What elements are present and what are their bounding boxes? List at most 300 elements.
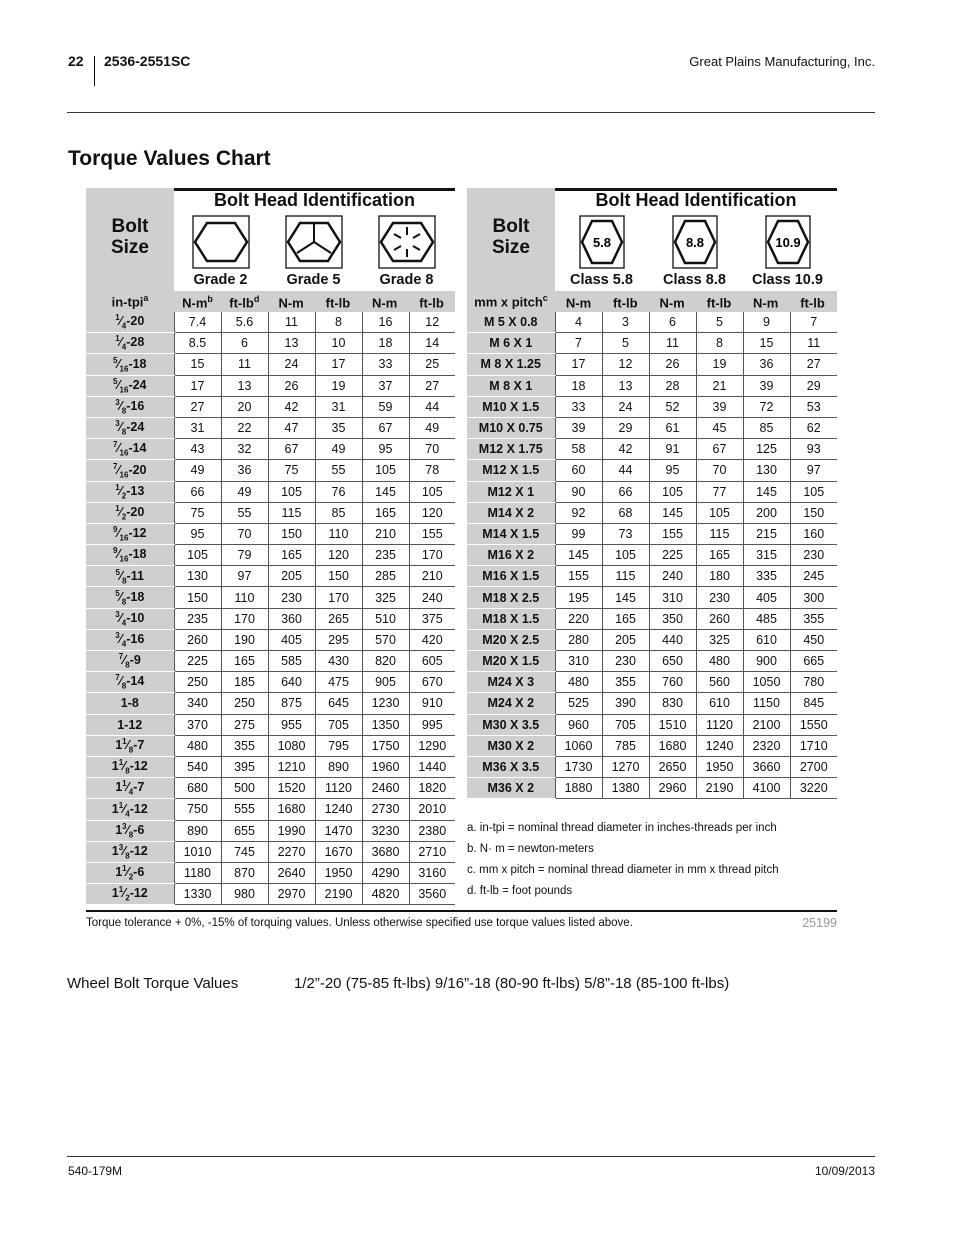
torque-value: 99 [555, 523, 602, 544]
torque-value: 92 [555, 502, 602, 523]
torque-value: 165 [602, 608, 649, 629]
torque-value: 155 [649, 523, 696, 544]
torque-value: 36 [221, 460, 268, 481]
torque-value: 785 [602, 735, 649, 756]
fraction-slash: ⁄ [117, 462, 120, 477]
torque-value: 300 [790, 587, 837, 608]
torque-value: 105 [268, 481, 315, 502]
torque-value: 275 [221, 714, 268, 735]
bolt-size-cell: M12 X 1.75 [467, 439, 555, 460]
torque-value: 2190 [696, 778, 743, 799]
torque-value: 18 [362, 333, 409, 354]
torque-value: 890 [174, 820, 221, 841]
column-header-text: ft-lb [706, 295, 732, 311]
torque-value: 1010 [174, 841, 221, 862]
size-numerator: 3 [115, 419, 120, 429]
torque-value: 1750 [362, 735, 409, 756]
table-row [86, 481, 455, 502]
table-row [86, 714, 455, 735]
table-row [86, 608, 455, 629]
fraction-slash: ⁄ [119, 505, 122, 520]
torque-value: 33 [555, 396, 602, 417]
torque-value: 340 [174, 693, 221, 714]
bolt-size-cell [86, 333, 174, 354]
torque-value: 2960 [649, 778, 696, 799]
torque-value: 155 [409, 523, 455, 544]
torque-value: 325 [696, 629, 743, 650]
torque-value: 70 [696, 460, 743, 481]
torque-value: 250 [221, 693, 268, 714]
fraction-slash: ⁄ [119, 632, 122, 647]
size-threads: -28 [126, 335, 145, 350]
torque-value: 1350 [362, 714, 409, 735]
torque-value: 42 [602, 439, 649, 460]
torque-value: 39 [696, 396, 743, 417]
torque-value: 76 [315, 481, 362, 502]
fraction-slash: ⁄ [119, 589, 122, 604]
fraction-slash: ⁄ [123, 886, 126, 901]
fraction-slash: ⁄ [117, 441, 120, 456]
torque-value: 335 [743, 566, 790, 587]
torque-value: 93 [790, 439, 837, 460]
size-threads: -12 [129, 886, 148, 901]
size-denominator: 8 [125, 766, 130, 776]
size-numerator: 1 [115, 313, 120, 323]
torque-value: 350 [649, 608, 696, 629]
torque-value: 145 [743, 481, 790, 502]
torque-value: 640 [268, 672, 315, 693]
torque-value: 395 [221, 756, 268, 777]
torque-value: 375 [409, 608, 455, 629]
torque-value: 70 [409, 439, 455, 460]
class-5-8 [555, 215, 648, 288]
bolt-size-cell [86, 566, 174, 587]
column-header [602, 294, 649, 310]
bolt-size-cell [86, 862, 174, 883]
column-header [695, 294, 742, 310]
torque-value: 19 [696, 354, 743, 375]
fraction-slash: ⁄ [119, 335, 122, 350]
torque-value: 4820 [362, 884, 409, 905]
size-threads: -20 [126, 505, 145, 520]
bolt-size-cell [86, 778, 174, 799]
torque-value: 560 [696, 672, 743, 693]
torque-value: 240 [409, 587, 455, 608]
bolt-size-cell: M14 X 1.5 [467, 523, 555, 544]
torque-value: 115 [268, 502, 315, 523]
torque-value: 68 [602, 502, 649, 523]
grade-2 [174, 215, 267, 288]
table-row [467, 481, 837, 502]
size-threads: -16 [126, 399, 145, 414]
torque-value: 27 [790, 354, 837, 375]
bolt-size-cell [86, 672, 174, 693]
bolt-size-cell [86, 629, 174, 650]
torque-value: 795 [315, 735, 362, 756]
torque-value: 2380 [409, 820, 455, 841]
torque-value: 250 [174, 672, 221, 693]
torque-value: 430 [315, 651, 362, 672]
bolt-size-cell [86, 651, 174, 672]
torque-value: 1120 [315, 778, 362, 799]
bolt-size-cell: M 8 X 1.25 [467, 354, 555, 375]
size-threads: -12 [129, 759, 148, 774]
torque-value: 7.4 [174, 312, 221, 333]
torque-value: 115 [696, 523, 743, 544]
metric-table-header [467, 188, 837, 312]
size-denominator: 4 [121, 321, 127, 331]
torque-value: 32 [221, 439, 268, 460]
torque-value: 3680 [362, 841, 409, 862]
size-threads: -7 [133, 738, 145, 753]
torque-value: 62 [790, 417, 837, 438]
torque-value: 39 [743, 375, 790, 396]
size-numerator: 7 [112, 461, 118, 471]
torque-value: 165 [221, 651, 268, 672]
fraction-slash: ⁄ [120, 568, 123, 583]
torque-value: 12 [409, 312, 455, 333]
size-numerator: 3 [122, 821, 127, 831]
column-header [361, 294, 408, 310]
size-numerator: 3 [115, 631, 120, 641]
bolt-size-cell: M 5 X 0.8 [467, 312, 555, 333]
torque-value: 1880 [555, 778, 602, 799]
unit-label: in-tpi$^a$ [111, 292, 149, 309]
torque-value: 1520 [268, 778, 315, 799]
torque-value: 2100 [743, 714, 790, 735]
size-threads: -7 [133, 780, 145, 795]
size-denominator: 8 [121, 427, 127, 437]
torque-value: 105 [696, 502, 743, 523]
torque-value: 480 [696, 651, 743, 672]
torque-value: 120 [409, 502, 455, 523]
column-header [789, 294, 836, 310]
fraction-slash: ⁄ [123, 801, 126, 816]
size-denominator: 4 [121, 639, 127, 649]
torque-value: 95 [174, 523, 221, 544]
torque-value: 185 [221, 672, 268, 693]
table-row [467, 502, 837, 523]
torque-value: 120 [315, 545, 362, 566]
size-threads: -14 [128, 441, 147, 456]
torque-value: 555 [221, 799, 268, 820]
size-denominator: 4 [128, 788, 134, 798]
torque-value: 165 [268, 545, 315, 566]
size-whole: 1 [115, 738, 123, 753]
torque-value: 9 [743, 312, 790, 333]
table-row [86, 312, 455, 333]
size-numerator: 7 [118, 652, 124, 662]
column-header-text: N-m [278, 295, 304, 311]
bolt-size-cell [86, 396, 174, 417]
metric-subheaders [555, 291, 837, 312]
size-threads: -10 [126, 611, 145, 626]
size-threads: -11 [126, 568, 144, 583]
torque-value: 1290 [409, 735, 455, 756]
bolt-size-cell [86, 799, 174, 820]
company-name: Great Plains Manufacturing, Inc. [689, 54, 875, 69]
torque-value: 2710 [409, 841, 455, 862]
size-numerator: 3 [118, 842, 124, 852]
unit-label: mm x pitch$^c$ [474, 292, 548, 309]
torque-value: 115 [602, 566, 649, 587]
torque-value: 125 [743, 439, 790, 460]
torque-value: 12 [602, 354, 649, 375]
bolt-size-cell: M18 X 1.5 [467, 608, 555, 629]
torque-value: 49 [315, 439, 362, 460]
torque-tolerance-note: Torque tolerance + 0%, -15% of torquing values. Unless otherwise specified use torque values listed above. [86, 917, 633, 929]
torque-value: 4100 [743, 778, 790, 799]
torque-value: 2460 [362, 778, 409, 799]
torque-value: 35 [315, 417, 362, 438]
size-threads: -13 [126, 483, 145, 498]
torque-value: 78 [409, 460, 455, 481]
torque-value: 31 [315, 396, 362, 417]
size-threads: -12 [129, 801, 148, 816]
document-number: 540-179M [68, 1164, 123, 1178]
torque-value: 3 [602, 312, 649, 333]
torque-value: 475 [315, 672, 362, 693]
torque-value: 670 [409, 672, 455, 693]
size-numerator: 5 [112, 376, 118, 386]
torque-value: 43 [174, 439, 221, 460]
torque-value: 1820 [409, 778, 455, 799]
page-title: Torque Values Chart [68, 147, 271, 170]
torque-value: 10 [315, 333, 362, 354]
svg-text:8.8: 8.8 [685, 235, 704, 250]
torque-value: 24 [268, 354, 315, 375]
torque-value: 55 [315, 460, 362, 481]
column-header-text: N-m [659, 295, 685, 311]
column-header-text: N-m [753, 295, 779, 311]
fraction-slash: ⁄ [126, 865, 129, 880]
bolt-size-label: Bolt Size [491, 216, 531, 258]
size-whole: 1 [111, 844, 119, 859]
torque-value: 705 [315, 714, 362, 735]
torque-value: 680 [174, 778, 221, 799]
class-5-8-label: Class 5.8 [570, 272, 633, 288]
torque-value: 49 [174, 460, 221, 481]
torque-value: 29 [790, 375, 837, 396]
torque-value: 49 [409, 417, 455, 438]
table-row [467, 587, 837, 608]
header-divider [94, 56, 95, 86]
column-header-note: b [207, 294, 213, 304]
torque-value: 66 [602, 481, 649, 502]
table-row [467, 693, 837, 714]
size-denominator: 16 [119, 554, 129, 564]
torque-value: 85 [743, 417, 790, 438]
fraction-slash: ⁄ [119, 420, 122, 435]
torque-value: 2700 [790, 756, 837, 777]
class-10-9 [741, 215, 834, 288]
torque-value: 190 [221, 629, 268, 650]
torque-value: 1240 [696, 735, 743, 756]
torque-value: 450 [790, 629, 837, 650]
size-threads: -24 [128, 377, 147, 392]
bolt-size-cell [86, 312, 174, 333]
bolt-size-cell [86, 460, 174, 481]
torque-value: 310 [555, 651, 602, 672]
torque-value: 650 [649, 651, 696, 672]
torque-value: 1080 [268, 735, 315, 756]
bolt-size-cell [86, 714, 174, 735]
torque-value: 870 [221, 862, 268, 883]
metric-torque-table [467, 188, 837, 796]
torque-value: 845 [790, 693, 837, 714]
torque-value: 7 [790, 312, 837, 333]
grade-8 [360, 215, 453, 288]
size-denominator: 16 [119, 533, 129, 543]
torque-value: 220 [555, 608, 602, 629]
size-threads: -20 [126, 314, 145, 329]
class-10-9-hex-icon [759, 215, 817, 269]
torque-value: 105 [649, 481, 696, 502]
column-header [268, 294, 315, 310]
size-denominator: 16 [119, 470, 129, 480]
table-row [467, 333, 837, 354]
torque-value: 105 [362, 460, 409, 481]
size-threads: -20 [128, 462, 147, 477]
torque-value: 440 [649, 629, 696, 650]
torque-value: 390 [602, 693, 649, 714]
size-denominator: 8 [121, 682, 127, 692]
torque-value: 210 [409, 566, 455, 587]
bolt-size-cell: M16 X 2 [467, 545, 555, 566]
table-row [86, 417, 455, 438]
torque-value: 480 [174, 735, 221, 756]
torque-value: 145 [649, 502, 696, 523]
torque-value: 8 [696, 333, 743, 354]
torque-value: 28 [649, 375, 696, 396]
size-threads: -12 [129, 844, 148, 859]
table-row [86, 460, 455, 481]
torque-value: 73 [602, 523, 649, 544]
torque-value: 205 [602, 629, 649, 650]
torque-value: 75 [268, 460, 315, 481]
svg-text:10.9: 10.9 [774, 235, 801, 250]
table-row [86, 820, 455, 841]
column-header-text: N-m [565, 295, 592, 311]
footnote-d: d. ft-lb = foot pounds [467, 885, 573, 897]
torque-value: 265 [315, 608, 362, 629]
torque-value: 26 [268, 375, 315, 396]
torque-value: 875 [268, 693, 315, 714]
grade-2-label: Grade 2 [193, 272, 248, 288]
fraction-slash: ⁄ [117, 356, 120, 371]
size-denominator: 16 [119, 449, 129, 459]
fraction-slash: ⁄ [126, 822, 129, 837]
column-header [174, 294, 221, 310]
torque-value: 97 [790, 460, 837, 481]
size-whole: 1-8 [120, 696, 139, 711]
bolt-head-id-title: Bolt Head Identification [595, 190, 797, 210]
bolt-size-cell [86, 502, 174, 523]
torque-value: 820 [362, 651, 409, 672]
table-row [86, 587, 455, 608]
bolt-size-cell: M16 X 1.5 [467, 566, 555, 587]
inch-torque-table [86, 188, 455, 903]
column-header [742, 294, 789, 310]
table-row [86, 693, 455, 714]
size-denominator: 2 [128, 872, 134, 882]
torque-value: 8.5 [174, 333, 221, 354]
torque-value: 44 [409, 396, 455, 417]
torque-value: 910 [409, 693, 455, 714]
torque-value: 97 [221, 566, 268, 587]
column-header-text: ft-lb [229, 295, 254, 311]
torque-value: 1710 [790, 735, 837, 756]
torque-value: 405 [268, 629, 315, 650]
torque-value: 355 [602, 672, 649, 693]
table-row [467, 566, 837, 587]
size-numerator: 5 [115, 588, 120, 598]
fraction-slash: ⁄ [126, 780, 129, 795]
table-row [86, 629, 455, 650]
torque-value: 3160 [409, 862, 455, 883]
svg-text:5.8: 5.8 [592, 235, 611, 250]
torque-value: 39 [555, 417, 602, 438]
torque-value: 325 [362, 587, 409, 608]
torque-value: 52 [649, 396, 696, 417]
torque-value: 7 [555, 333, 602, 354]
torque-value: 645 [315, 693, 362, 714]
column-header [408, 294, 455, 310]
torque-value: 980 [221, 884, 268, 905]
torque-value: 5 [602, 333, 649, 354]
bolt-size-cell: M10 X 0.75 [467, 417, 555, 438]
torque-value: 1230 [362, 693, 409, 714]
size-numerator: 1 [115, 482, 120, 492]
torque-value: 230 [696, 587, 743, 608]
bolt-size-cell: M36 X 2 [467, 778, 555, 799]
bolt-size-cell [86, 439, 174, 460]
torque-value: 105 [174, 545, 221, 566]
size-numerator: 7 [112, 440, 118, 450]
torque-value: 955 [268, 714, 315, 735]
inch-values-table [86, 312, 455, 905]
table-row [467, 629, 837, 650]
torque-value: 200 [743, 502, 790, 523]
table-bottom-rule [86, 910, 837, 912]
torque-value: 90 [555, 481, 602, 502]
torque-value: 295 [315, 629, 362, 650]
torque-value: 67 [696, 439, 743, 460]
table-row [467, 354, 837, 375]
torque-value: 285 [362, 566, 409, 587]
torque-value: 1950 [315, 862, 362, 883]
class-8-8 [648, 215, 741, 288]
torque-value: 42 [268, 396, 315, 417]
table-row [86, 672, 455, 693]
torque-value: 500 [221, 778, 268, 799]
table-row [467, 672, 837, 693]
torque-value: 91 [649, 439, 696, 460]
torque-value: 61 [649, 417, 696, 438]
fraction-slash: ⁄ [126, 738, 129, 753]
torque-value: 355 [790, 608, 837, 629]
size-whole: 1-12 [117, 717, 143, 732]
torque-value: 15 [743, 333, 790, 354]
size-threads: -16 [126, 632, 145, 647]
torque-value: 235 [362, 545, 409, 566]
torque-value: 1510 [649, 714, 696, 735]
grade-5-hex-icon [285, 215, 343, 269]
torque-value: 11 [790, 333, 837, 354]
torque-value: 3560 [409, 884, 455, 905]
size-numerator: 1 [115, 334, 120, 344]
table-row [86, 735, 455, 756]
